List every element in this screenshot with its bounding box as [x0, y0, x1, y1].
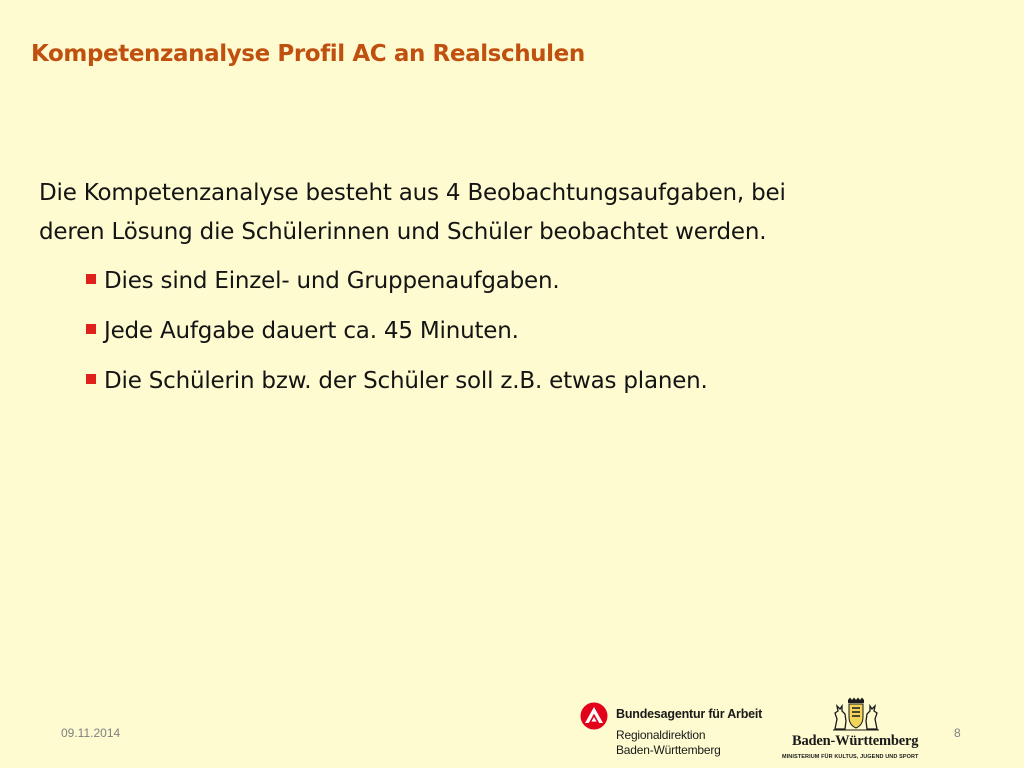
intro-line-2: deren Lösung die Schülerinnen und Schüler beobachtet werden. [39, 219, 767, 245]
bundesagentur-region-label: Regionaldirektion [616, 728, 706, 742]
bullet-text: Dies sind Einzel- und Gruppenaufgaben. [104, 268, 560, 294]
square-bullet-icon [86, 374, 96, 384]
bullet-item [86, 312, 708, 362]
bundesagentur-logo [580, 702, 780, 760]
footer-date: 09.11.2014 [61, 726, 121, 740]
bundesagentur-region-name: Baden-Württemberg [616, 743, 721, 757]
square-bullet-icon [86, 324, 96, 334]
bullet-item [86, 362, 708, 412]
slide-title: Kompetenzanalyse Profil AC an Realschulen [31, 41, 585, 67]
intro-line-1: Die Kompetenzanalyse besteht aus 4 Beobachtungsaufgaben, bei [39, 180, 786, 206]
bullet-text: Jede Aufgabe dauert ca. 45 Minuten. [104, 318, 519, 344]
bullet-item [86, 262, 708, 312]
bundesagentur-logo-icon [580, 702, 608, 730]
baden-wuerttemberg-logo [780, 697, 940, 765]
square-bullet-icon [86, 274, 96, 284]
baden-wuerttemberg-crest-icon [829, 697, 883, 731]
bullet-list [86, 262, 708, 412]
intro-paragraph [39, 174, 979, 252]
baden-wuerttemberg-name: Baden-Württemberg [792, 733, 919, 749]
page-number: 8 [954, 726, 961, 740]
bullet-text: Die Schülerin bzw. der Schüler soll z.B. etwas planen. [104, 368, 708, 394]
bundesagentur-name: Bundesagentur für Arbeit [616, 707, 763, 721]
ministry-label: MINISTERIUM FÜR KULTUS, JUGEND UND SPORT [782, 754, 919, 760]
